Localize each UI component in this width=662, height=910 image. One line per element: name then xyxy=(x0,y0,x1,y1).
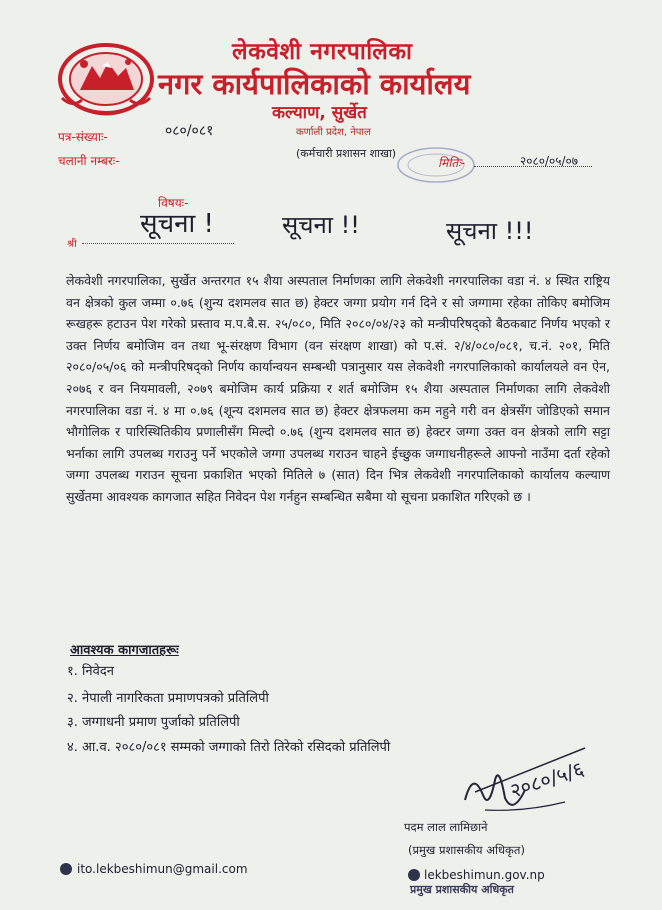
notice-heading-3: सूचना !!! xyxy=(446,217,534,245)
municipal-emblem-icon xyxy=(52,38,160,120)
globe-icon xyxy=(408,869,420,881)
section-label: (कर्मचारी प्रशासन शाखा) xyxy=(296,147,397,160)
date-label: मितिः- xyxy=(438,156,465,170)
notice-body: लेकवेशी नगरपालिका, सुर्खेत अन्तरगत १५ शैया अस्पताल निर्माणका लागि लेकवेशी नगरपालिका वडा नं. ४ स्थित राष्ट्रिय वन क्षेत्रको कुल जम्मा ०.७६ (शुन्य दशमलव सात छ) हेक्टर जग्गा प्रयोग गर्न दिने र सो जग्गामा रहेका तोकिए बमोजिम रूखहरू हटाउन पेश गरेको प्रस्ताव म.प.बै.स. २५/०८०, मिति २०८०/०४/२३ को मन्त्रीपरिषद्को बैठकबाट निर्णय भएको र उक्त निर्णय बमोजिम वन तथा भू-संरक्षण विभाग (वन संरक्षण शाखा) को प.सं. २/४/०८०/०८१, च.नं. २०१, मिति २०८०/०५/०६ को मन्त्रीपरिषद्को निर्णय कार्यान्वयन सम्बन्धी पत्रानुसार यस लेकवेशी नगरपालिकाको कार्यालयले वन ऐन, २०७६ र वन नियमावली, २०७९ बमोजिम कार्य प्रक्रिया र शर्त बमोजिम १५ शैया अस्पताल निर्माणका लागि लेकवेशी नगरपालिका वडा नं. ४ मा ०.७६ (शून्य दशमलव सात छ) हेक्टर क्षेत्रफलमा कम नहुने गरी वन क्षेत्रसँग जोडिएको समान भौगोलिक र पारिस्थितिकीय प्रणालीसँग मिल्दो ०.७६ (शुन्य दशमलव सात छ) हेक्टर जग्गा उक्त वन क्षेत्रको लागि सट्टा भर्नाका लागि उपलब्ध गराउनु पर्ने भएकोले जग्गा उपलब्ध गराउन चाहने ईच्छुक जग्गाधनीहरूले आफ्नो नाउँमा दर्ता रहेको जग्गा उपलब्ध गराउन सूचना प्रकाशित भएको मितिले ७ (सात) दिन भित्र लेकवेशी नगरपालिकाको कार्यालय कल्याण सुर्खेतमा आवश्यक कागजात सहित निवेदन पेश गर्नहुन सम्बन्धित सबैमा यो सूचना प्रकाशित गरिएको छ । xyxy=(66,273,610,504)
required-documents-heading: आवश्यक कागजातहरूः xyxy=(70,643,179,658)
office-place: कल्याण, सुर्खेत xyxy=(272,103,367,123)
email-text: ito.lekbeshimun@gmail.com xyxy=(77,862,248,876)
document-item: ३. जग्गाधनी प्रमाण पुर्जाको प्रतिलिपी xyxy=(67,715,240,730)
salutation-dotted-line xyxy=(82,243,234,244)
office-province: कर्णाली प्रदेश, नेपाल xyxy=(296,127,371,138)
document-item: १. निवेदन xyxy=(67,664,114,679)
salutation-label: श्री xyxy=(67,239,77,250)
subject-label: विषयः- xyxy=(158,196,189,210)
ref-number-label: पत्र-संख्याः- xyxy=(58,130,108,144)
footer-stamp-text: प्रमुख प्रशासकीय अधिकृत xyxy=(410,883,514,896)
notice-heading-2: सूचना !! xyxy=(282,211,360,239)
signature-date: २०८०/५/६ xyxy=(507,756,587,803)
document-item: ४. आ.व. २०८०/०८१ सम्मको जग्गाको तिरो तिरेको रसिदको प्रतिलिपी xyxy=(67,740,391,755)
date-value: २०८०/०५/०७ xyxy=(520,154,579,168)
office-title: नगर कार्यपालिकाको कार्यालय xyxy=(158,67,471,101)
website-text: lekbeshimun.gov.np xyxy=(424,868,545,882)
footer-website[interactable] xyxy=(408,868,545,882)
signatory-title: (प्रमुख प्रशासकीय अधिकृत) xyxy=(408,843,525,857)
signatory-name: पदम लाल लामिछाने xyxy=(404,820,488,834)
dispatch-number-label: चलानी नम्बरः- xyxy=(58,154,120,168)
document-item: २. नेपाली नागरिकता प्रमाणपत्रको प्रतिलिपी xyxy=(67,691,269,706)
footer-email[interactable] xyxy=(60,862,248,876)
ref-number-value: ०८०/०८१ xyxy=(165,123,214,139)
email-icon xyxy=(60,863,72,875)
notice-heading-1: सूचना ! xyxy=(140,209,214,239)
handwritten-signature xyxy=(455,740,600,830)
office-name: लेकवेशी नगरपालिका xyxy=(232,39,413,65)
